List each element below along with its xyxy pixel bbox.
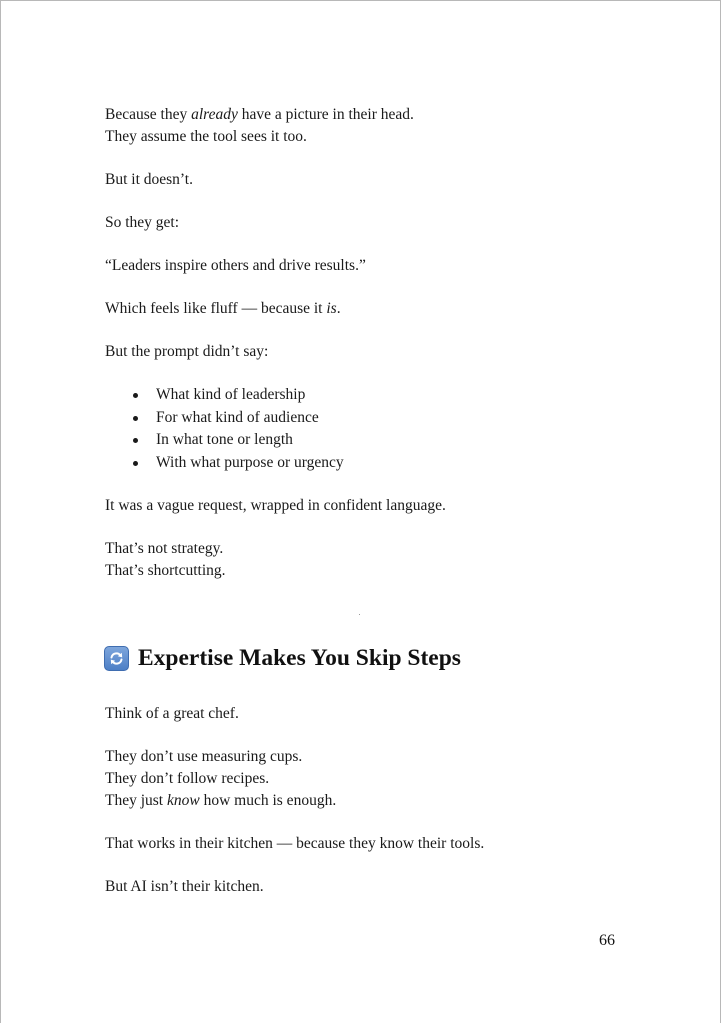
paragraph: Think of a great chef. <box>105 705 239 722</box>
paragraph: Which feels like fluff — because it is. <box>105 300 341 317</box>
paragraph: That’s not strategy. That’s shortcutting. <box>105 540 226 579</box>
list-item: With what purpose or urgency <box>156 452 625 475</box>
paragraph: But it doesn’t. <box>105 171 193 188</box>
list-item: In what tone or length <box>156 429 625 452</box>
section-heading <box>104 645 461 672</box>
paragraph: That works in their kitchen — because they know their tools. <box>105 835 485 852</box>
paragraph: They don’t use measuring cups. They don’t follow recipes. They just know how much is enough. <box>105 748 337 809</box>
list-item: For what kind of audience <box>156 407 625 430</box>
refresh-arrows-icon <box>104 646 129 671</box>
body-text-block-2 <box>105 703 625 919</box>
body-text-block <box>105 104 625 603</box>
stray-dot <box>359 614 360 615</box>
paragraph: Because they already have a picture in their head. They assume the tool sees it too. <box>105 106 414 145</box>
list-item: What kind of leadership <box>156 384 625 407</box>
paragraph: But AI isn’t their kitchen. <box>105 878 264 895</box>
paragraph: It was a vague request, wrapped in confident language. <box>105 497 446 514</box>
paragraph: So they get: <box>105 214 180 231</box>
quote-paragraph: “Leaders inspire others and drive results.” <box>105 257 366 274</box>
page-number: 66 <box>599 932 615 949</box>
paragraph: But the prompt didn’t say: <box>105 343 269 360</box>
bullet-list <box>105 384 625 474</box>
section-title: Expertise Makes You Skip Steps <box>138 645 461 671</box>
